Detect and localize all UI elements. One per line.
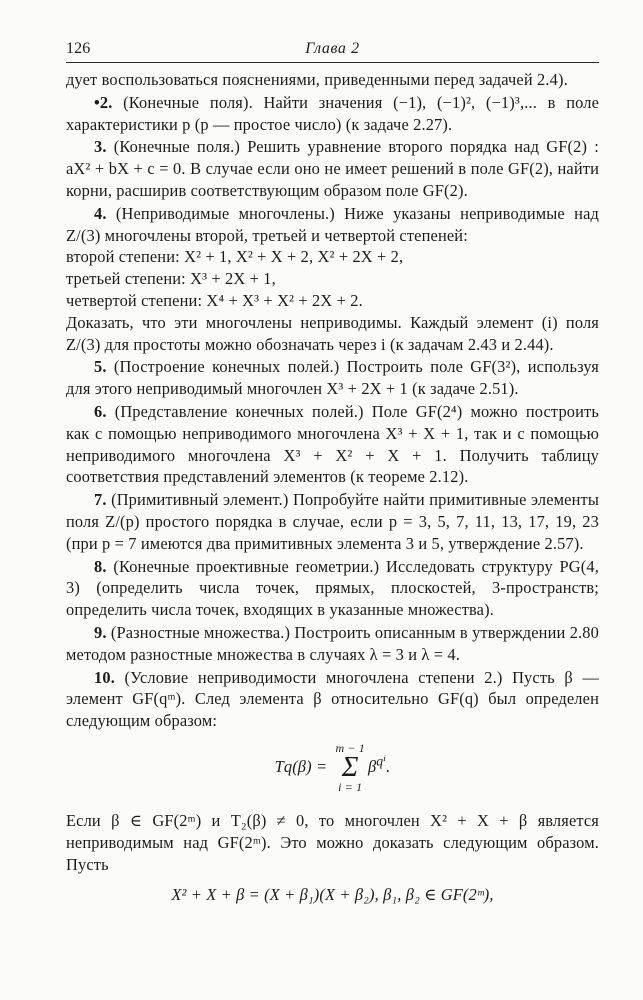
running-header: [66, 38, 599, 62]
chapter-title: Глава 2: [305, 40, 360, 57]
problem-9: [66, 622, 599, 666]
summation: [335, 742, 365, 794]
paragraph-text: Если β ∈ GF(2ᵐ) и T₂(β) ≠ 0, то многочлен X² + X + β является неприводимым над GF(2ᵐ). Это можно доказать следующим образом. Пусть: [66, 810, 599, 874]
problem-7: [66, 489, 599, 554]
polynomial-list-degree-2: [66, 246, 599, 268]
problem-10: [66, 667, 599, 732]
problem-5: [66, 356, 599, 400]
trace-formula: [66, 742, 599, 794]
problem-text: (Разностные множества.) Построить описанным в утверждении 2.80 методом разностные множества в случаях λ = 3 и λ = 4.: [66, 622, 599, 664]
polynomial-list-degree-4: [66, 290, 599, 312]
header-rule: [66, 62, 599, 63]
list-line: четвертой степени: X⁴ + X³ + X² + 2X + 2.: [66, 290, 363, 310]
trace-term: β: [367, 756, 377, 776]
problem-number: 8.: [94, 556, 107, 576]
trace-lhs: Tq(β) =: [274, 756, 328, 776]
problem-8: [66, 556, 599, 621]
paragraph-text: Доказать, что эти многочлены неприводимы. Каждый элемент (i) поля Z/(3) для простоты можно обозначать через i (к задачам 2.43 и 2.44).: [66, 312, 599, 354]
factorization-text: X² + X + β = (X + β₁)(X + β₂), β₁, β₂ ∈ GF(2ᵐ),: [171, 884, 494, 904]
trace-end: .: [386, 756, 391, 776]
factorization-formula: [66, 884, 599, 906]
page-number: 126: [66, 40, 91, 57]
sum-upper-limit: m − 1: [335, 740, 365, 755]
problem-number: •2.: [94, 92, 113, 112]
list-line: второй степени: X² + 1, X² + X + 2, X² + 2X + 2,: [66, 247, 404, 267]
paragraph-text: дует воспользоваться пояснениями, приведенными перед задачей 2.4).: [66, 70, 568, 89]
trace-exponent: qⁱ: [376, 753, 387, 769]
problem-number: 4.: [94, 203, 107, 223]
problem-number: 5.: [94, 357, 107, 377]
paragraph-irreducibility: [66, 810, 599, 876]
problem-number: 9.: [94, 622, 107, 642]
problem-number: 7.: [94, 490, 107, 510]
problem-number: 6.: [94, 401, 107, 421]
polynomial-list-degree-3: [66, 268, 599, 290]
paragraph-continuation: [66, 69, 599, 91]
problem-text: (Конечные поля). Найти значения (−1), (−1)², (−1)³,... в поле характеристики p (p — простое число) (к задаче 2.27).: [66, 92, 599, 134]
problem-3: [66, 136, 599, 201]
problem-number: 3.: [94, 137, 107, 157]
problem-4-continuation: [66, 312, 599, 356]
problem-4: [66, 203, 599, 247]
problem-number: 10.: [94, 667, 115, 687]
problem-text: (Конечные поля.) Решить уравнение второго порядка над GF(2) : aX² + bX + c = 0. В случае если оно не имеет решений в поле GF(2), найти корни, расширив соответствующим образом поле GF(2).: [66, 137, 599, 200]
sum-lower-limit: i = 1: [338, 779, 363, 794]
list-line: третьей степени: X³ + 2X + 1,: [66, 269, 276, 289]
problem-text: (Построение конечных полей.) Построить поле GF(3²), используя для этого неприводимый многочлен X³ + 2X + 1 (к задаче 2.51).: [66, 357, 599, 399]
problem-text: (Условие неприводимости многочлена степени 2.) Пусть β — элемент GF(qᵐ). След элемента β относительно GF(q) был определен следующим образом:: [66, 667, 599, 731]
sigma-symbol: Σ: [341, 751, 359, 783]
problem-text: (Конечные проективные геометрии.) Исследовать структуру PG(4, 3) (определить числа точек, прямых, плоскостей, 3-пространств; определить числа точек, входящих в указанные множества).: [66, 556, 599, 620]
problem-text: (Представление конечных полей.) Поле GF(2⁴) можно построить как с помощью неприводимого многочлена X³ + X + 1, так и с помощью неприводимого многочлена X³ + X² + X + 1. Получить таблицу соответствия представлений элементов (к теореме 2.12).: [66, 401, 599, 487]
problem-6: [66, 401, 599, 488]
problem-2: [66, 92, 599, 136]
problem-text: (Неприводимые многочлены.) Ниже указаны неприводимые над Z/(3) многочлены второй, третьей и четвертой степеней:: [66, 203, 599, 245]
problem-text: (Примитивный элемент.) Попробуйте найти примитивные элементы поля Z/(p) простого порядка в случае, если p = 3, 5, 7, 11, 13, 17, 19, 23 (при p = 7 имеются два примитивных элемента 3 и 5, утверждение 2.57).: [66, 490, 599, 553]
